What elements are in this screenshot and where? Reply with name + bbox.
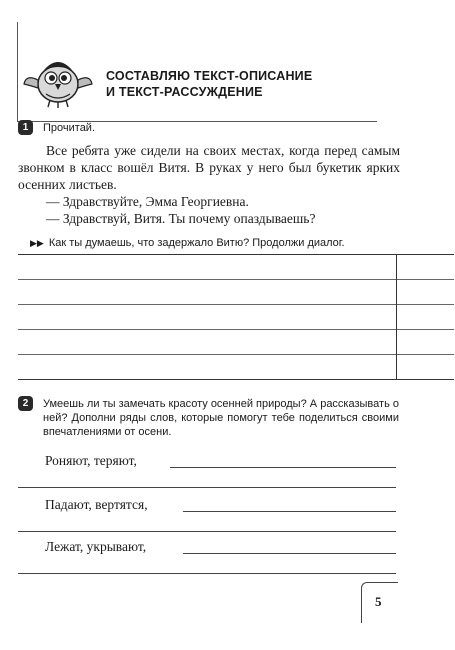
- title-line-1: СОСТАВЛЯЮ ТЕКСТ-ОПИСАНИЕ: [106, 69, 313, 83]
- fill-line[interactable]: [18, 487, 396, 488]
- exercise-2-instruction: Умеешь ли ты замечать красоту осенней природы? А рассказывать о ней? Дополни ряды слов, которые помогут тебе поделиться своими впечатлениями от осени.: [43, 398, 399, 438]
- fill-line[interactable]: [18, 531, 396, 532]
- phrase-2: Падают, вертятся,: [45, 497, 148, 512]
- fill-line[interactable]: [183, 553, 396, 554]
- title-line-2: И ТЕКСТ-РАССУЖДЕНИЕ: [106, 85, 263, 99]
- exercise-1-number: 1: [18, 120, 33, 135]
- fill-line[interactable]: [170, 467, 396, 468]
- answer-line[interactable]: [18, 379, 454, 380]
- exercise-1-instruction: Прочитай.: [43, 122, 96, 134]
- task-text: Как ты думаешь, что задержало Витю? Продолжи диалог.: [48, 237, 345, 249]
- page-title: [106, 68, 312, 100]
- answer-line[interactable]: [18, 304, 454, 305]
- story-paragraph: Все ребята уже сидели на своих местах, когда перед самым звонком в класс вошёл Витя. В руках у него был букетик ярких осенних листьев.: [18, 143, 400, 192]
- exercise-1-task: [30, 237, 345, 249]
- fill-line[interactable]: [18, 573, 396, 574]
- answer-line[interactable]: [18, 279, 454, 280]
- phrase-3: Лежат, укрывают,: [45, 539, 147, 554]
- phrase-1: Роняют, теряют,: [45, 453, 137, 468]
- answer-line[interactable]: [18, 354, 454, 355]
- exercise-1-text: [18, 142, 400, 227]
- exercise-2-number: 2: [18, 396, 33, 411]
- fill-line[interactable]: [183, 511, 396, 512]
- answer-grid[interactable]: [18, 254, 454, 380]
- dialog-line-2: — Здравствуй, Витя. Ты почему опаздываешь?: [46, 211, 316, 226]
- owl-mascot-icon: [22, 50, 94, 110]
- page-frame-vertical: [17, 22, 18, 122]
- margin-line: [396, 254, 397, 380]
- answer-line[interactable]: [18, 329, 454, 330]
- dialog-line-1: — Здравствуйте, Эмма Георгиевна.: [46, 194, 249, 209]
- arrow-icon: ▶▶: [30, 238, 44, 248]
- page-number-box: [361, 582, 398, 623]
- page-number: 5: [375, 594, 382, 609]
